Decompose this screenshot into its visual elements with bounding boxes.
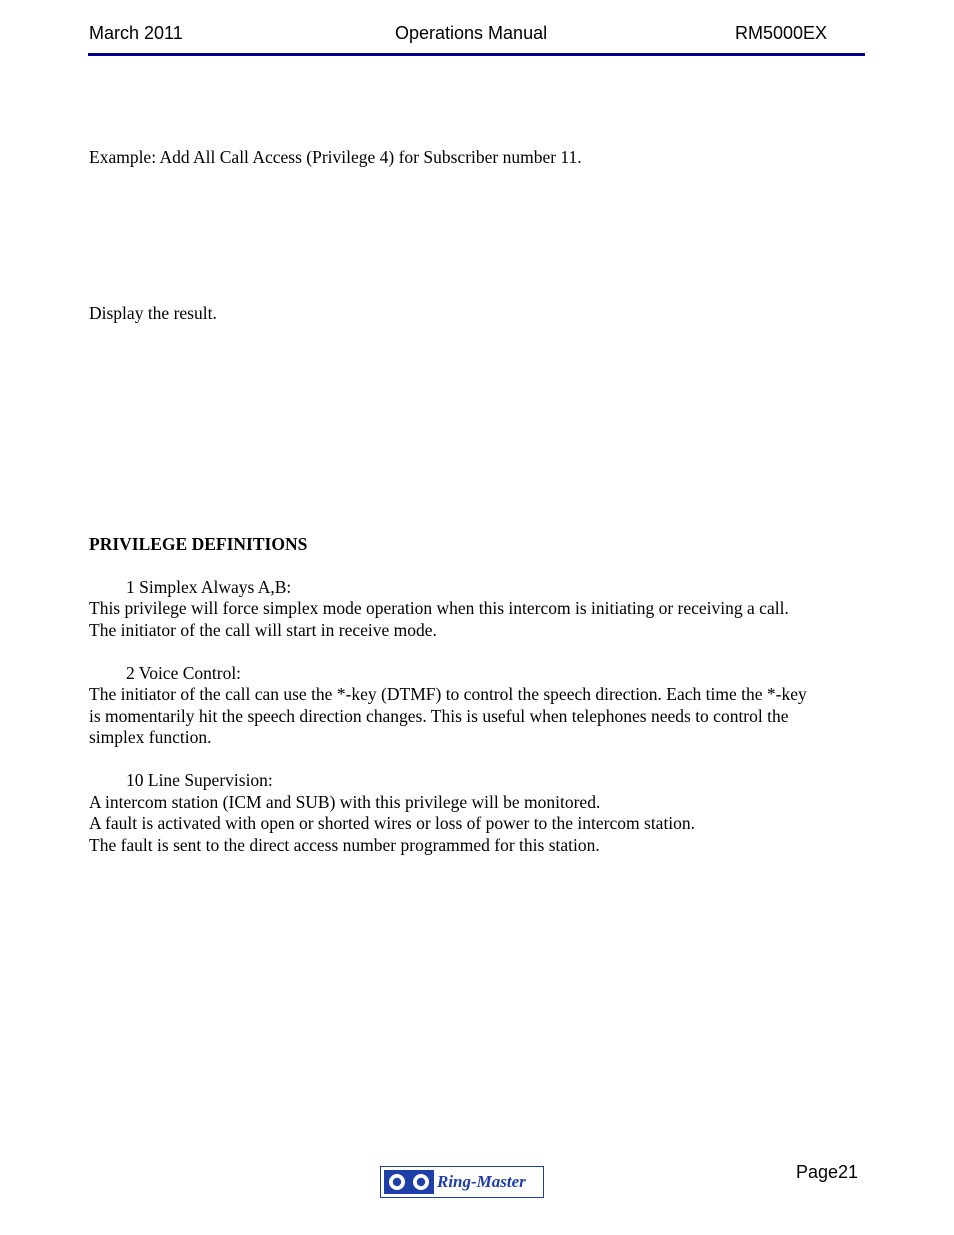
page-number: Page21 [796,1162,859,1182]
definition-heading: 1 Simplex Always A,B: [126,577,292,597]
header-title: Operations Manual [395,23,548,43]
definition-line: This privilege will force simplex mode operation when this intercom is initiating or receiving a call. [89,598,789,618]
definition-line: A fault is activated with open or shorted wires or loss of power to the intercom station. [89,813,696,833]
display-result-text: Display the result. [89,303,217,323]
definition-heading: 2 Voice Control: [126,663,242,683]
section-title: PRIVILEGE DEFINITIONS [89,534,308,554]
definition-heading: 10 Line Supervision: [126,770,273,790]
definition-line: The initiator of the call will start in receive mode. [89,620,437,640]
definition-line: A intercom station (ICM and SUB) with this privilege will be monitored. [89,792,601,812]
definition-line: simplex function. [89,727,212,747]
definition-line: The initiator of the call can use the *-key (DTMF) to control the speech direction. Each time the *-key [89,684,807,704]
ring-master-logo [380,1166,544,1198]
logo-text: Ring-Master [437,1172,526,1191]
header-rule [88,53,865,56]
ring-master-logo-icon [381,1167,437,1197]
header-model: RM5000EX [735,23,828,43]
header-date: March 2011 [89,23,183,43]
definition-line: The fault is sent to the direct access number programmed for this station. [89,835,600,855]
definition-line: is momentarily hit the speech direction changes. This is useful when telephones needs to control the [89,706,789,726]
example-text: Example: Add All Call Access (Privilege 4) for Subscriber number 11. [89,147,582,167]
